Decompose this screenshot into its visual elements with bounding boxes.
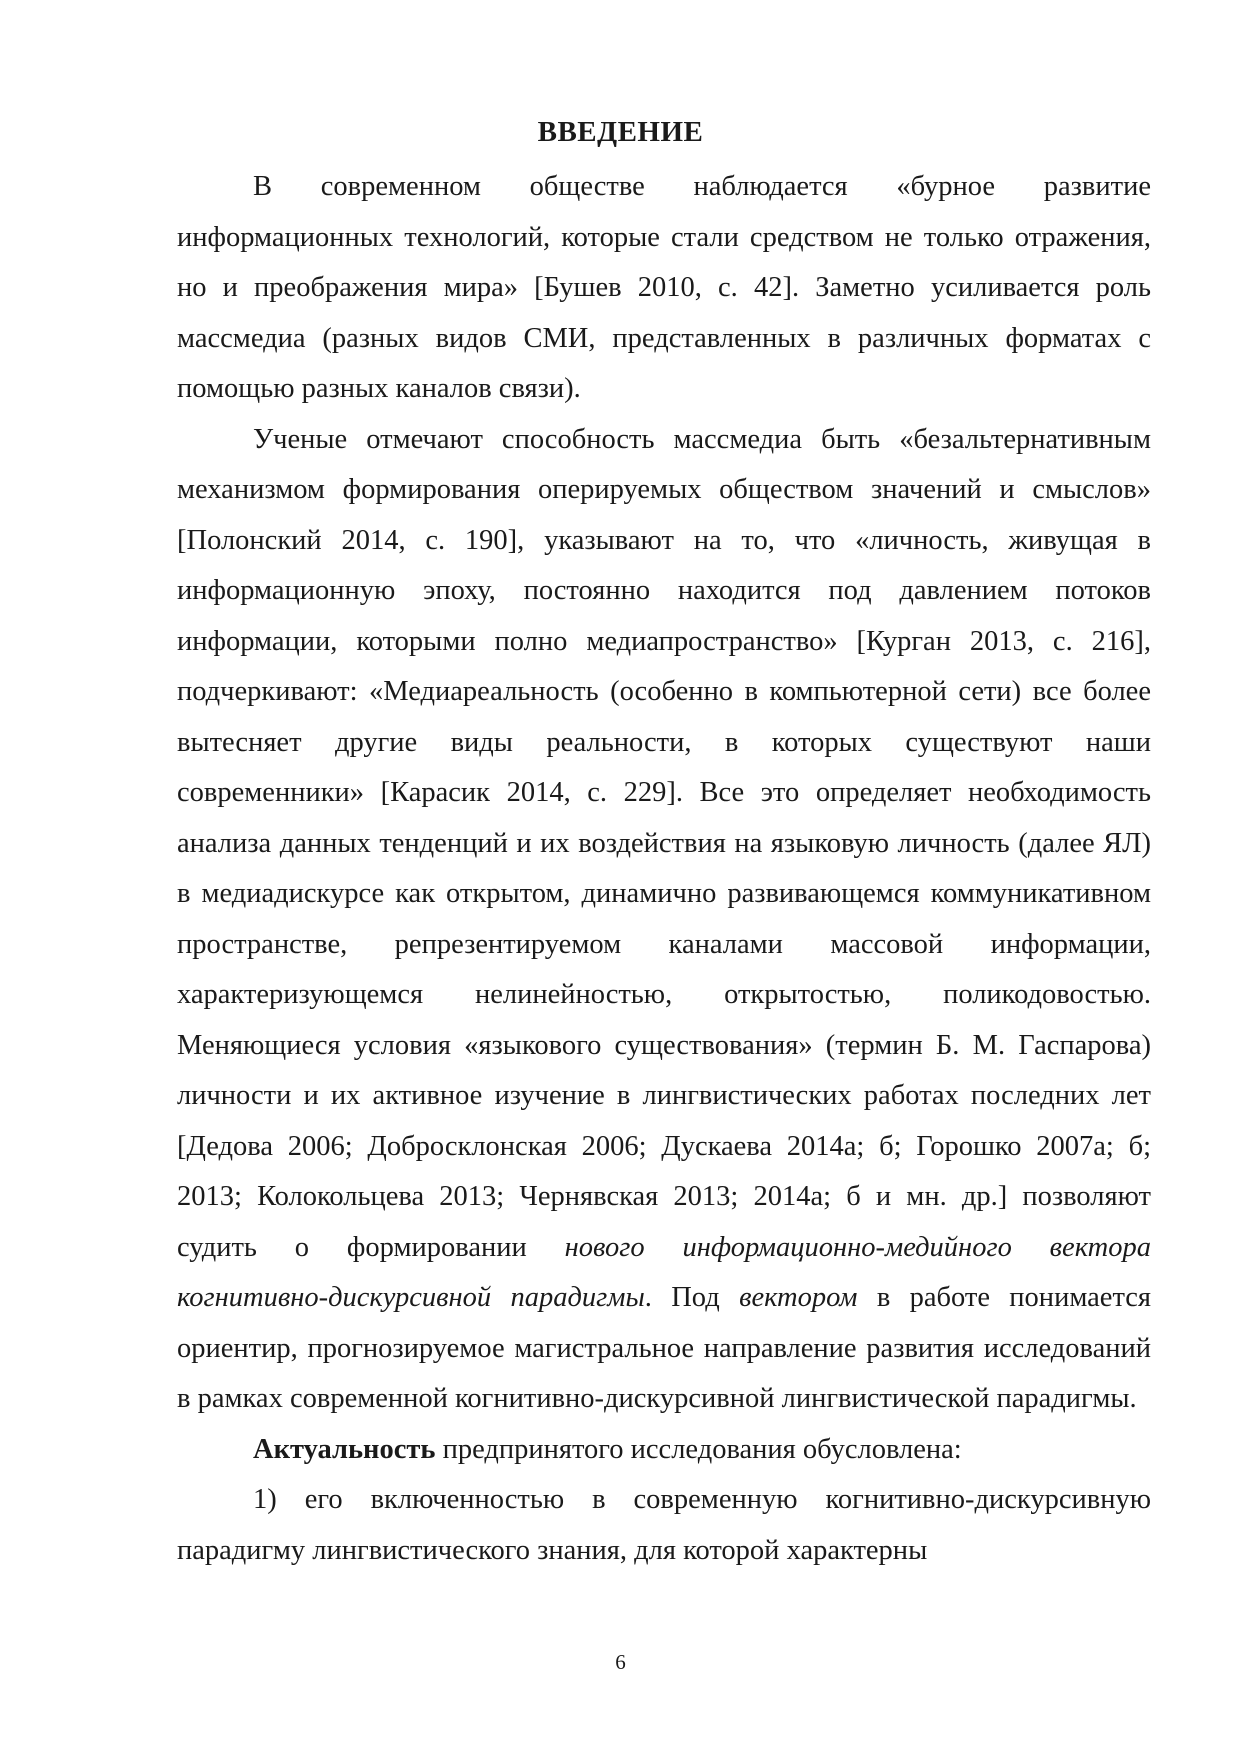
paragraph-1: В современном обществе наблюдается «бурное развитие информационных технологий, которые стали средством не только отражения, но и преображения мира» [Бушев 2010, с. 42]. Заметно усиливается роль массмедиа (разных видов СМИ, представленных в различных форматах с помощью разных каналов связи). [177,171,1151,404]
paragraph-2-text-c: в работе понимается ориентир, прогнозируемое магистральное направление развития исследований в рамках современной когнитивно-дискурсивной лингвистической парадигмы. [177,1282,1152,1414]
paragraph-3-text: предпринятого исследования обусловлена: [442,1433,962,1465]
page-title: ВВЕДЕНИЕ [537,116,704,148]
paragraph-3 [177,1425,1151,1476]
paragraph-2 [177,415,1151,1425]
paragraph-2-text-a: Ученые отмечают способность массмедиа быть «безальтернативным механизмом формирования оперируемых обществом значений и смыслов» [Полонский 2014, с. 190], указывают на то, что «личность, живущая в информационную эпоху, постоянно находится под давлением потоков информации, которыми полно медиапространство» [Курган 2013, с. 216], подчеркивают: «Медиареальность (особенно в компьютерной сети) все более вытесняет другие виды реальности, в которых существуют наши современники» [Карасик 2014, с. 229]. Все это определяет необходимость анализа данных тенденций и их воздействия на языковую личность (далее ЯЛ) в медиадискурсе как открытом, динамично развивающемся коммуникативном пространстве, репрезентируемом каналами массовой информации, характеризующемся нелинейностью, открытостью, поликодовостью. Меняющиеся условия «языкового существования» (термин Б. М. Гаспарова) личности и их активное изучение в лингвистических работах последних лет [Дедова 2006; Добросклонская 2006; Дускаева 2014а; б; Горошко 2007а; б; 2013; Колокольцева 2013; Чернявская 2013; 2014а; б и мн. др.] позволяют судить о формировании [177,423,1151,1263]
paragraph-4: 1) его включенностью в современную когнитивно-дискурсивную парадигму лингвистического знания, для которой характерны [177,1484,1151,1566]
paragraph-2-italic-term: нового информационно-медийного вектора когнитивно-дискурсивной парадигмы [177,1231,1151,1313]
paragraph-2-italic-vector: вектором [739,1282,858,1313]
relevance-heading: Актуальность [253,1433,436,1465]
document-body [177,162,1151,1576]
page-number: 6 [615,1650,626,1674]
paragraph-2-text-b: . Под [644,1282,720,1313]
